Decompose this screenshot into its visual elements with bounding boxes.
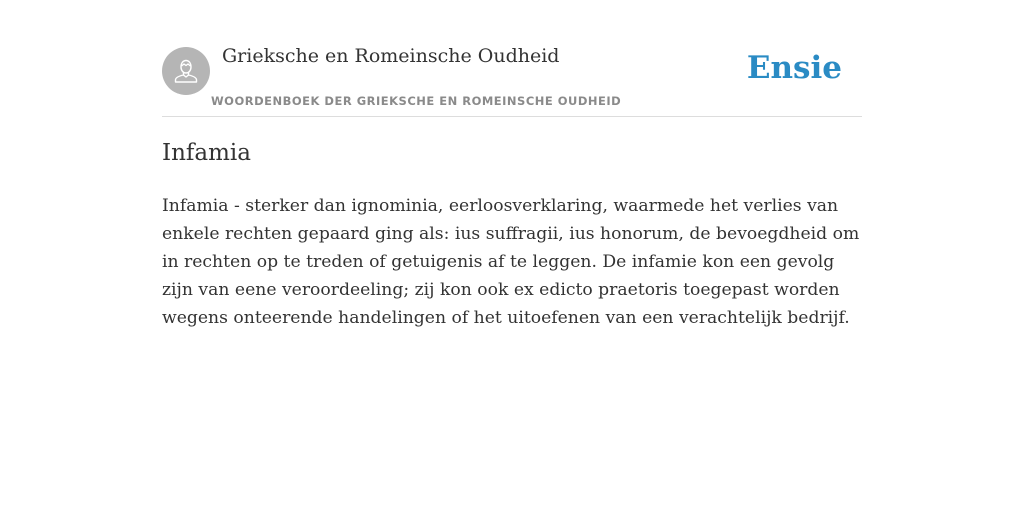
user-icon [171,56,201,86]
ensie-logo[interactable]: Ensie [746,50,842,86]
source-header [162,40,862,117]
source-title[interactable]: Grieksche en Romeinsche Oudheid [222,45,560,67]
entry-body: Infamia - sterker dan ignominia, eerloosverklaring, waarmede het verlies van enkele rechten gepaard ging als: ius suffragii, ius honorum, de bevoegdheid om in rechten op te treden of getuigenis af te leggen. De infamie kon een gevolg zijn van eene veroordeeling; zij kon ook ex edicto praetoris toegepast worden wegens onteerende handelingen of het uitoefenen van een verachtelijk bedrijf. [162,196,860,328]
entry-title: Infamia [162,140,252,166]
source-subtitle: WOORDENBOEK DER GRIEKSCHE EN ROMEINSCHE OUDHEID [211,94,622,108]
avatar[interactable] [162,47,210,95]
